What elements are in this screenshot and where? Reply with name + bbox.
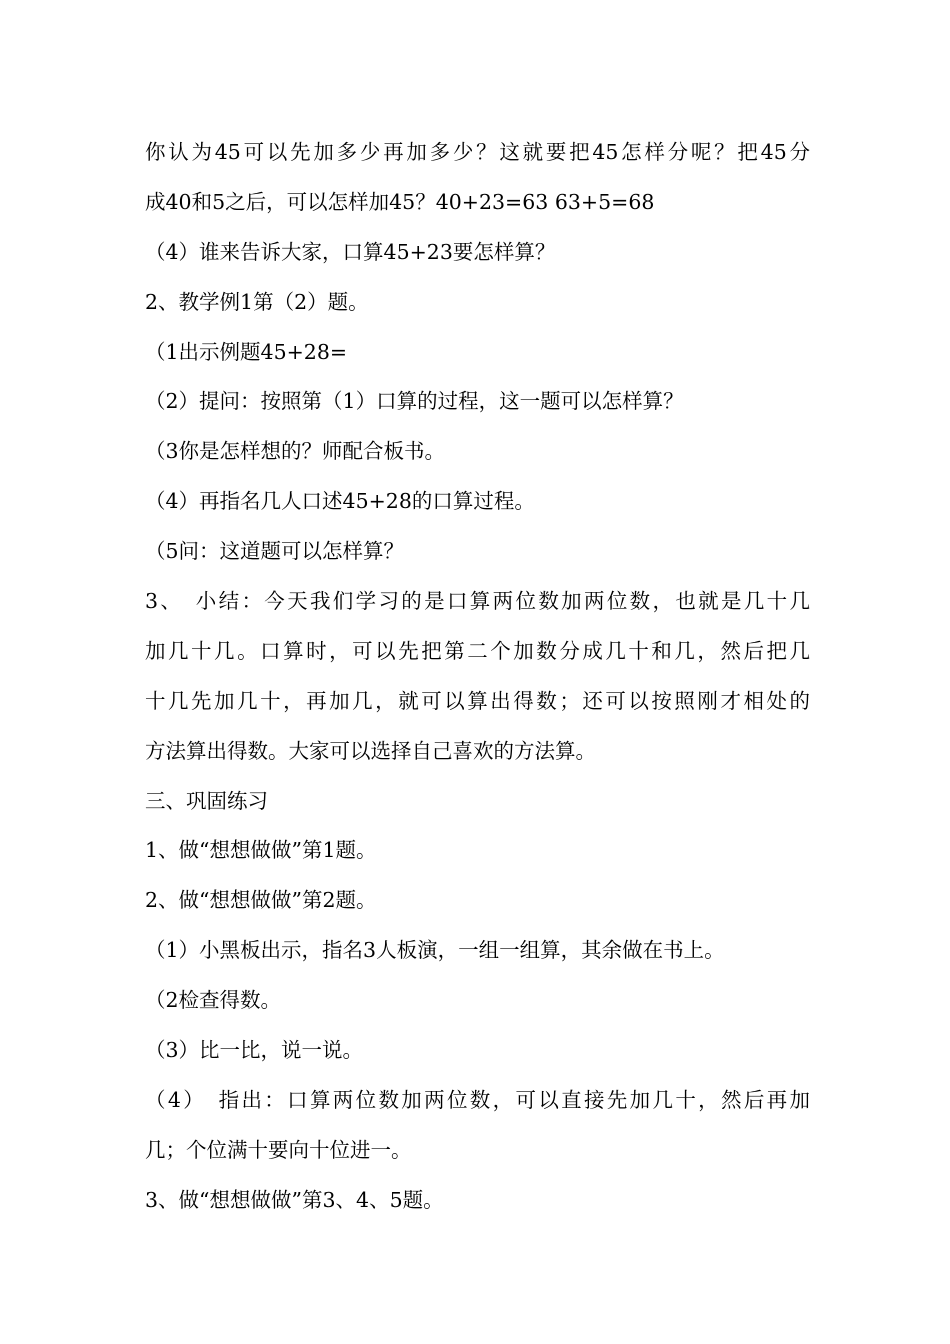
- paragraph-line: 几；个位满十要向十位进一。: [145, 1137, 412, 1162]
- paragraph-line: 1、做“想想做做”第1题。: [145, 838, 377, 863]
- paragraph-line: 2、做“想想做做”第2题。: [145, 888, 377, 913]
- paragraph-line: 成40和5之后，可以怎样加45？40+23=63 63+5=68: [145, 189, 655, 214]
- paragraph-line: （4）再指名几人口述45+28的口算过程。: [145, 489, 535, 514]
- paragraph-line: 3、 小结：今天我们学习的是口算两位数加两位数，也就是几十几: [145, 589, 810, 614]
- document-body: [145, 128, 810, 1226]
- paragraph-line: 方法算出得数。大家可以选择自己喜欢的方法算。: [145, 738, 596, 763]
- paragraph-line: （3你是怎样想的？师配合板书。: [145, 439, 446, 464]
- paragraph-line: （2）提问：按照第（1）口算的过程，这一题可以怎样算？: [145, 389, 684, 414]
- paragraph-line: （4） 指出：口算两位数加两位数，可以直接先加几十，然后再加: [145, 1087, 810, 1112]
- section-heading: 三、巩固练习: [145, 788, 268, 813]
- paragraph-line: 加几十几。口算时，可以先把第二个加数分成几十和几，然后把几: [145, 638, 810, 663]
- paragraph-line: 你认为45可以先加多少再加多少？这就要把45怎样分呢？把45分: [145, 140, 810, 164]
- paragraph-line: （1出示例题45+28=: [145, 339, 348, 364]
- paragraph-line: （5问：这道题可以怎样算？: [145, 539, 405, 564]
- section-heading: 2、教学例1第（2）题。: [145, 289, 369, 314]
- paragraph-line: 3、做“想想做做”第3、4、5题。: [145, 1187, 444, 1212]
- paragraph-line: （3）比一比，说一说。: [145, 1038, 364, 1063]
- paragraph-line: 十几先加几十，再加几，就可以算出得数；还可以按照刚才相处的: [145, 688, 810, 713]
- paragraph-line: （4）谁来告诉大家，口算45+23要怎样算？: [145, 239, 556, 264]
- paragraph-line: （1）小黑板出示，指名3人板演，一组一组算，其余做在书上。: [145, 938, 725, 963]
- paragraph-line: （2检查得数。: [145, 988, 282, 1013]
